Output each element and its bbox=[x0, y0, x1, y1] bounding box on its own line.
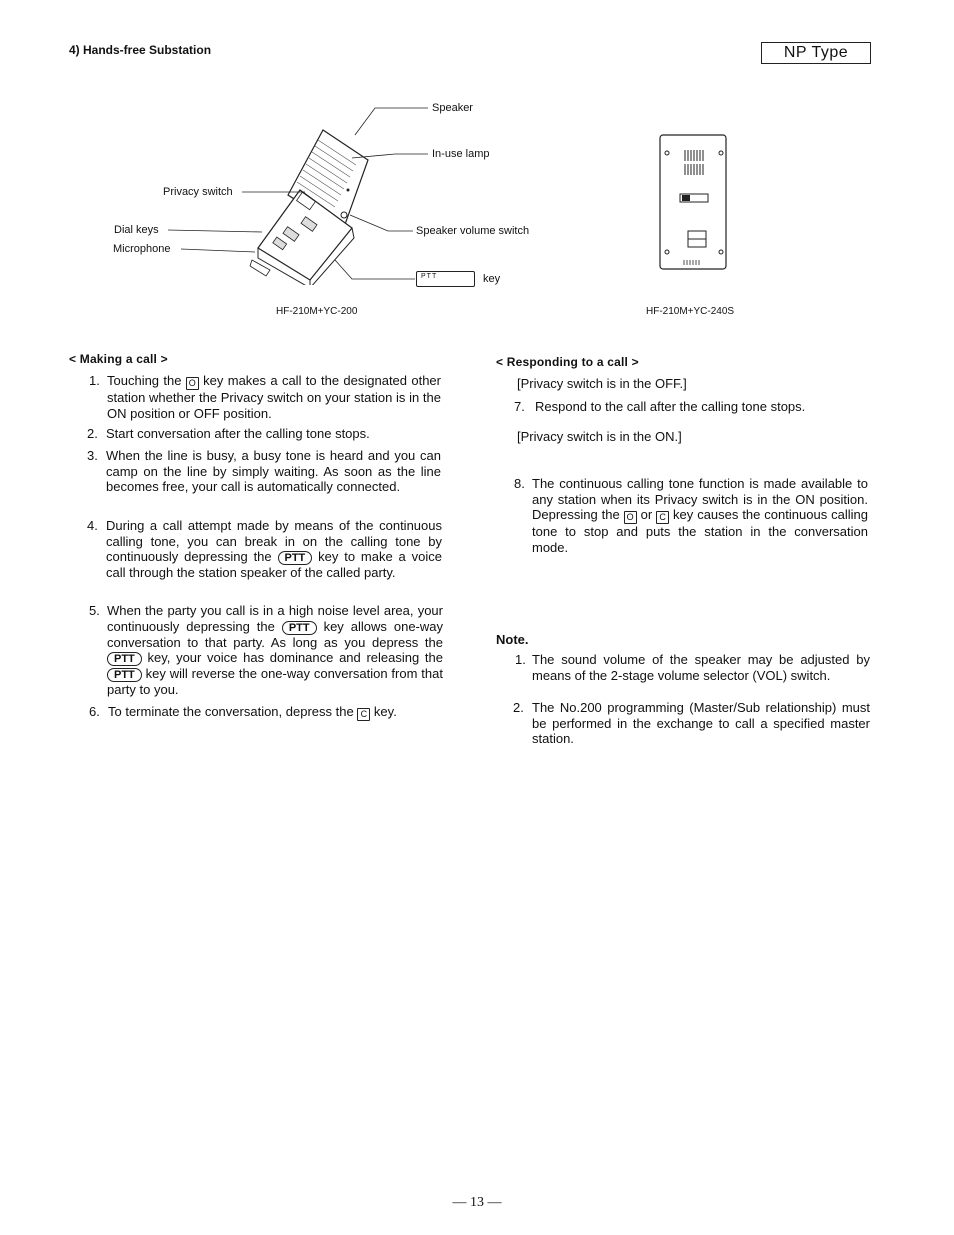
dial-keys-label: Dial keys bbox=[114, 224, 159, 236]
item-5-number: 5. bbox=[89, 603, 100, 618]
c-key-icon: C bbox=[357, 708, 370, 721]
ptt-key-diagram bbox=[416, 271, 475, 287]
item-8-text bbox=[532, 476, 868, 555]
item-5-part-a: When the party you call is in a high noise level area, your continuously depressing the bbox=[107, 603, 443, 634]
item-8-part-c: key causes the continuous calling tone to stop and puts the station in the conversation mode. bbox=[532, 507, 868, 555]
item-5-text bbox=[107, 603, 443, 698]
item-5-part-d: key will reverse the one-way conversation from that party to you. bbox=[107, 666, 443, 697]
item-3-number: 3. bbox=[87, 448, 98, 463]
item-4-number: 4. bbox=[87, 518, 98, 533]
note-heading: Note. bbox=[496, 632, 529, 647]
privacy-off-note: [Privacy switch is in the OFF.] bbox=[517, 376, 687, 391]
item-8-part-b: or bbox=[636, 507, 657, 522]
ptt-key-icon: PTT bbox=[107, 668, 142, 682]
item-2-text: Start conversation after the calling tone stops. bbox=[106, 426, 370, 441]
item-8-number: 8. bbox=[514, 476, 525, 491]
speaker-volume-switch-label: Speaker volume switch bbox=[416, 225, 530, 237]
ptt-key-text: PTT bbox=[421, 273, 438, 280]
figure2-caption: HF-210M+YC-240S bbox=[646, 306, 735, 317]
item-4-part-a: During a call attempt made by means of the continuous calling tone, you can break in on the calling tone by continuously depressing the bbox=[106, 518, 442, 564]
item-7-number: 7. bbox=[514, 399, 525, 414]
note-1-number: 1. bbox=[515, 652, 526, 667]
item-6-part-a: To terminate the conversation, depress the bbox=[108, 704, 358, 719]
o-key-icon: O bbox=[186, 377, 199, 390]
item-5-part-c: key, your voice has dominance and releasing the bbox=[141, 650, 443, 665]
note-1-text: The sound volume of the speaker may be adjusted by means of the 2-stage volume selector (VOL) switch. bbox=[532, 652, 870, 683]
ptt-key-icon: PTT bbox=[107, 652, 142, 666]
making-call-heading: < Making a call > bbox=[69, 352, 168, 366]
responding-heading: < Responding to a call > bbox=[496, 355, 639, 369]
section-title: 4) Hands-free Substation bbox=[69, 43, 212, 57]
speaker-label: Speaker bbox=[432, 102, 473, 114]
item-1-part-b: key makes a call to the designated other station whether the Privacy switch on your station is in the ON position or OFF position. bbox=[107, 373, 441, 421]
in-use-lamp-label: In-use lamp bbox=[432, 148, 490, 160]
note-2-text: The No.200 programming (Master/Sub relationship) must be performed in the exchange to call a specified master station. bbox=[532, 700, 870, 746]
item-6-part-b: key. bbox=[370, 704, 397, 719]
page-number: — 13 — bbox=[452, 1195, 502, 1210]
ptt-key-icon: PTT bbox=[282, 621, 317, 635]
item-6-number: 6. bbox=[89, 704, 100, 719]
privacy-switch-label: Privacy switch bbox=[163, 186, 233, 198]
type-label-box: NP Type bbox=[761, 42, 871, 64]
item-4-text bbox=[106, 518, 442, 581]
note-2-number: 2. bbox=[513, 700, 524, 715]
key-label: key bbox=[483, 273, 501, 285]
item-5-part-b: key allows one-way conversation to that party. As long as you depress the bbox=[107, 618, 443, 650]
item-8-part-a: The continuous calling tone function is made available to any station when its Privacy switch is in the ON position. Depressing the bbox=[532, 476, 868, 522]
c-key-icon: C bbox=[656, 511, 669, 524]
item-4-part-b: key to make a voice call through the station speaker of the called party. bbox=[106, 549, 442, 580]
leader-lines bbox=[0, 0, 954, 320]
item-7-text: Respond to the call after the calling tone stops. bbox=[535, 399, 806, 414]
wall-unit-illustration bbox=[658, 133, 730, 273]
ptt-key-icon: PTT bbox=[278, 551, 313, 565]
privacy-on-note: [Privacy switch is in the ON.] bbox=[517, 429, 682, 444]
item-1-text bbox=[107, 373, 441, 421]
item-1-number: 1. bbox=[89, 373, 100, 388]
o-key-icon: O bbox=[624, 511, 637, 524]
item-1-part-a: Touching the bbox=[107, 373, 186, 388]
item-6-text bbox=[108, 704, 442, 721]
microphone-label: Microphone bbox=[113, 243, 171, 255]
figure1-caption: HF-210M+YC-200 bbox=[276, 306, 358, 317]
item-2-number: 2. bbox=[87, 426, 98, 441]
item-3-text: When the line is busy, a busy tone is heard and you can camp on the line by simply waiting. As soon as the line becomes free, your call is automatically connected. bbox=[106, 448, 441, 494]
